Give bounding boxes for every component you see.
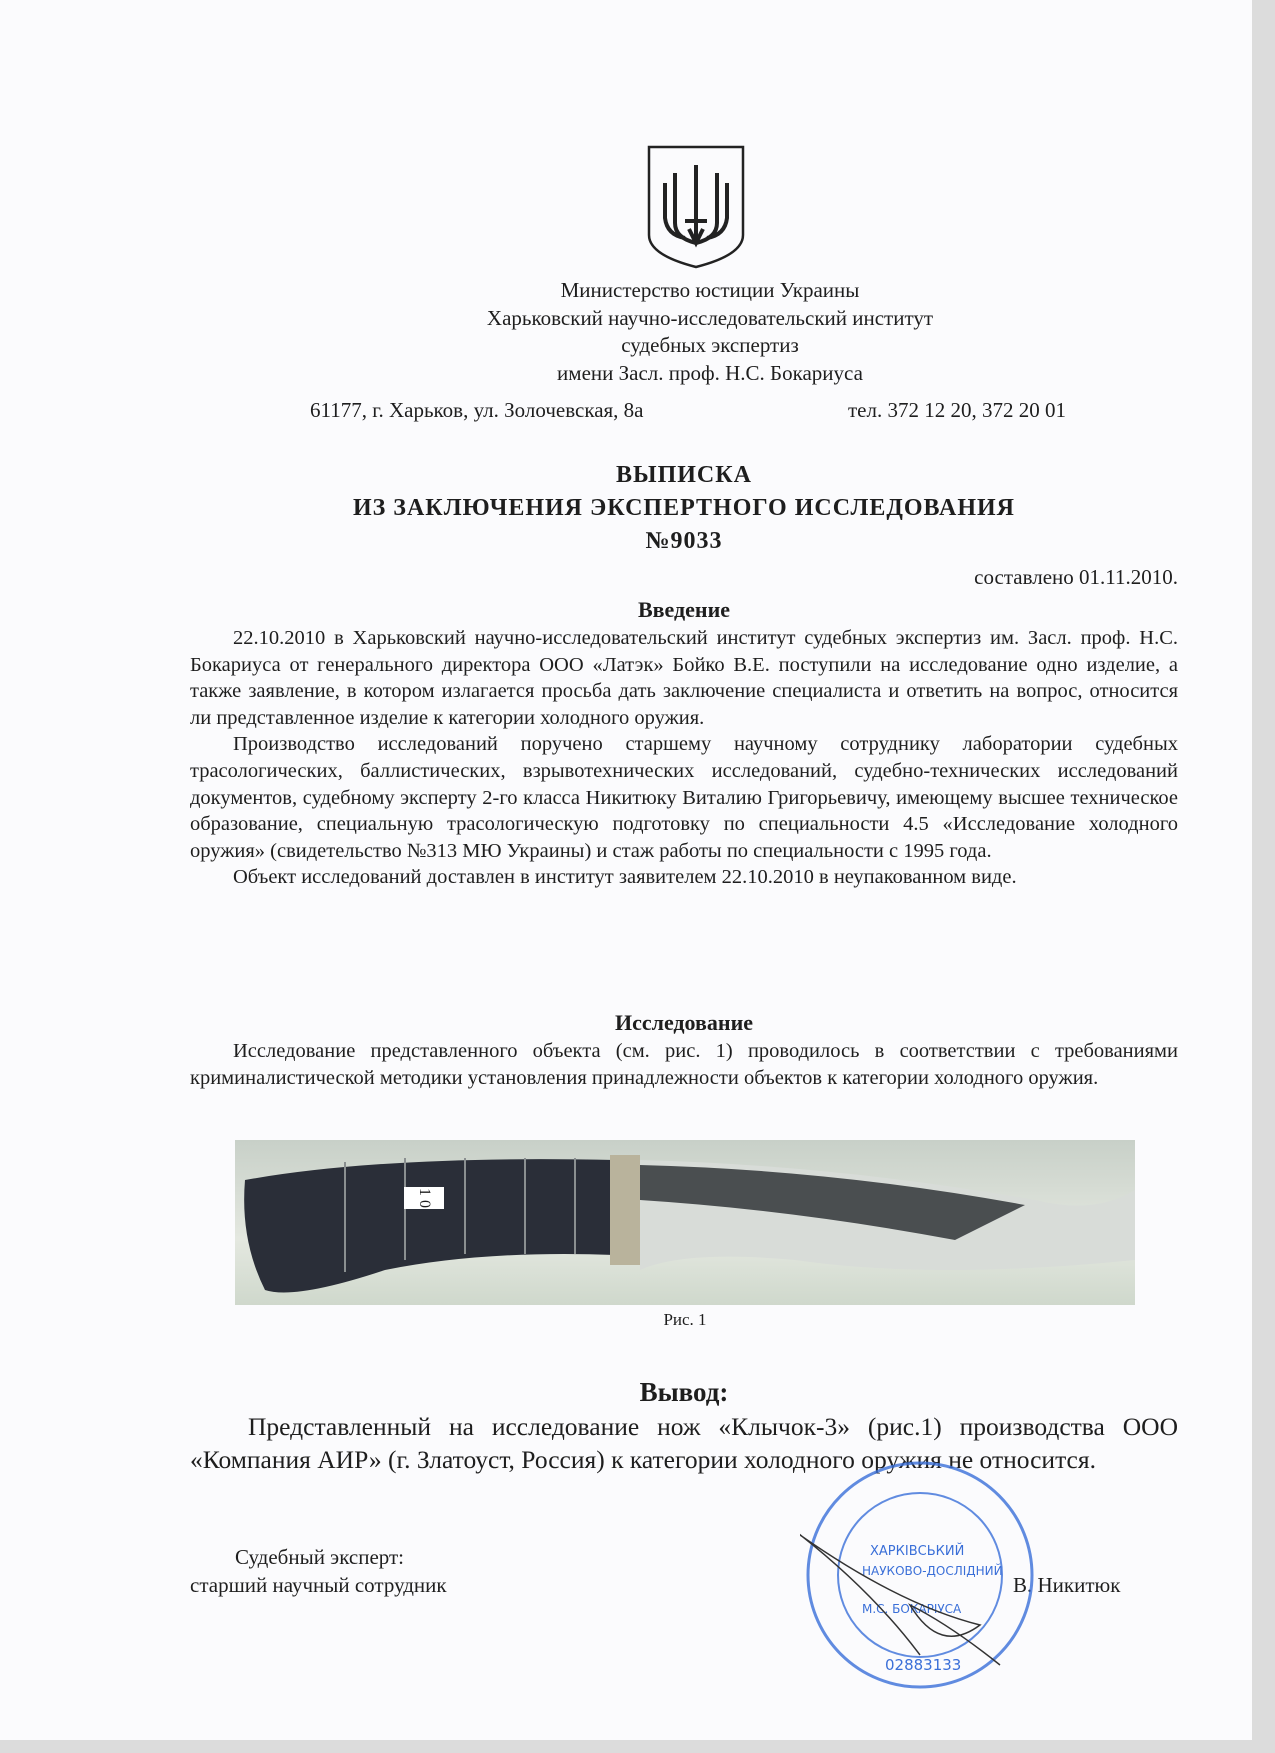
knife-photo [235, 1140, 1135, 1305]
intro-paragraph: Объект исследований доставлен в институт заявителем 22.10.2010 в неупакованном виде. [233, 866, 1017, 889]
svg-text:02883133: 02883133 [885, 1656, 962, 1674]
signer-position: старший научный сотрудник [190, 1573, 447, 1597]
institute-address: 61177, г. Харьков, ул. Золочевская, 8а [310, 398, 644, 422]
signer-role: Судебный эксперт: [235, 1545, 404, 1569]
official-stamp-seal [800, 1455, 1040, 1695]
institute-phone: тел. 372 12 20, 372 20 01 [848, 398, 1066, 422]
institute-name-line1: Харьковский научно-исследовательский институт [486, 306, 934, 330]
intro-paragraph: Производство исследований поручено старшему научному сотруднику лаборатории судебных трасологических, баллистических, взрывотехнических исследований, судебно-технических исследований документов, судебному эксперту 2-го класса Никитюку Виталию Григорьевичу, имеющему высшее техническое образование, специальную трасологическую подготовку по специальности 4.5 «Исследование холодного оружия» (свидетельство №313 МЮ Украины) и стаж работы по специальности с 1995 года. [190, 733, 1178, 862]
knife-label-tag: 1 0 [404, 1187, 444, 1209]
svg-text:М.С. БОКАРІУСА: М.С. БОКАРІУСА [862, 1602, 962, 1616]
research-heading: Исследование [614, 1010, 754, 1035]
signer-name: В. Никитюк [1013, 1573, 1121, 1597]
document-number: №9033 [645, 528, 723, 554]
document-title: ВЫПИСКА [616, 462, 752, 488]
intro-paragraph: 22.10.2010 в Харьковский научно-исследовательский институт судебных экспертиз им. Засл. проф. Н.С. Бокариуса от генерального директора ООО «Латэк» Бойко В.Е. поступили на исследование одно изделие, а также заявление, в котором излагается просьба дать заключение специалиста и ответить на вопрос, относится ли представленное изделие к категории холодного оружия. [190, 627, 1178, 729]
svg-text:НАУКОВО-ДОСЛІДНИЙ: НАУКОВО-ДОСЛІДНИЙ [862, 1564, 1003, 1578]
figure-caption: Рис. 1 [663, 1310, 707, 1329]
intro-text [190, 625, 1178, 891]
institute-name-line3: имени Засл. проф. Н.С. Бокариуса [557, 361, 863, 385]
institute-name-line2: судебных экспертиз [621, 333, 799, 357]
svg-text:ХАРКІВСЬКИЙ: ХАРКІВСЬКИЙ [870, 1544, 965, 1559]
ukraine-coat-of-arms-icon [645, 143, 747, 271]
document-date: составлено 01.11.2010. [974, 565, 1178, 589]
research-text [190, 1038, 1178, 1091]
document-subtitle: ИЗ ЗАКЛЮЧЕНИЯ ЭКСПЕРТНОГО ИССЛЕДОВАНИЯ [352, 495, 1016, 521]
intro-heading: Введение [637, 597, 731, 622]
conclusion-heading: Вывод: [639, 1377, 729, 1407]
ministry-name: Министерство юстиции Украины [560, 278, 860, 302]
research-paragraph: Исследование представленного объекта (см. рис. 1) проводилось в соответствии с требованиями криминалистической методики установления принадлежности объектов к категории холодного оружия. [190, 1040, 1178, 1089]
conclusion-paragraph: Представленный на исследование нож «Клычок-3» (рис.1) производства ООО «Компания АИР» (г. Златоуст, Россия) к категории холодного оружия не относится. [190, 1412, 1178, 1474]
